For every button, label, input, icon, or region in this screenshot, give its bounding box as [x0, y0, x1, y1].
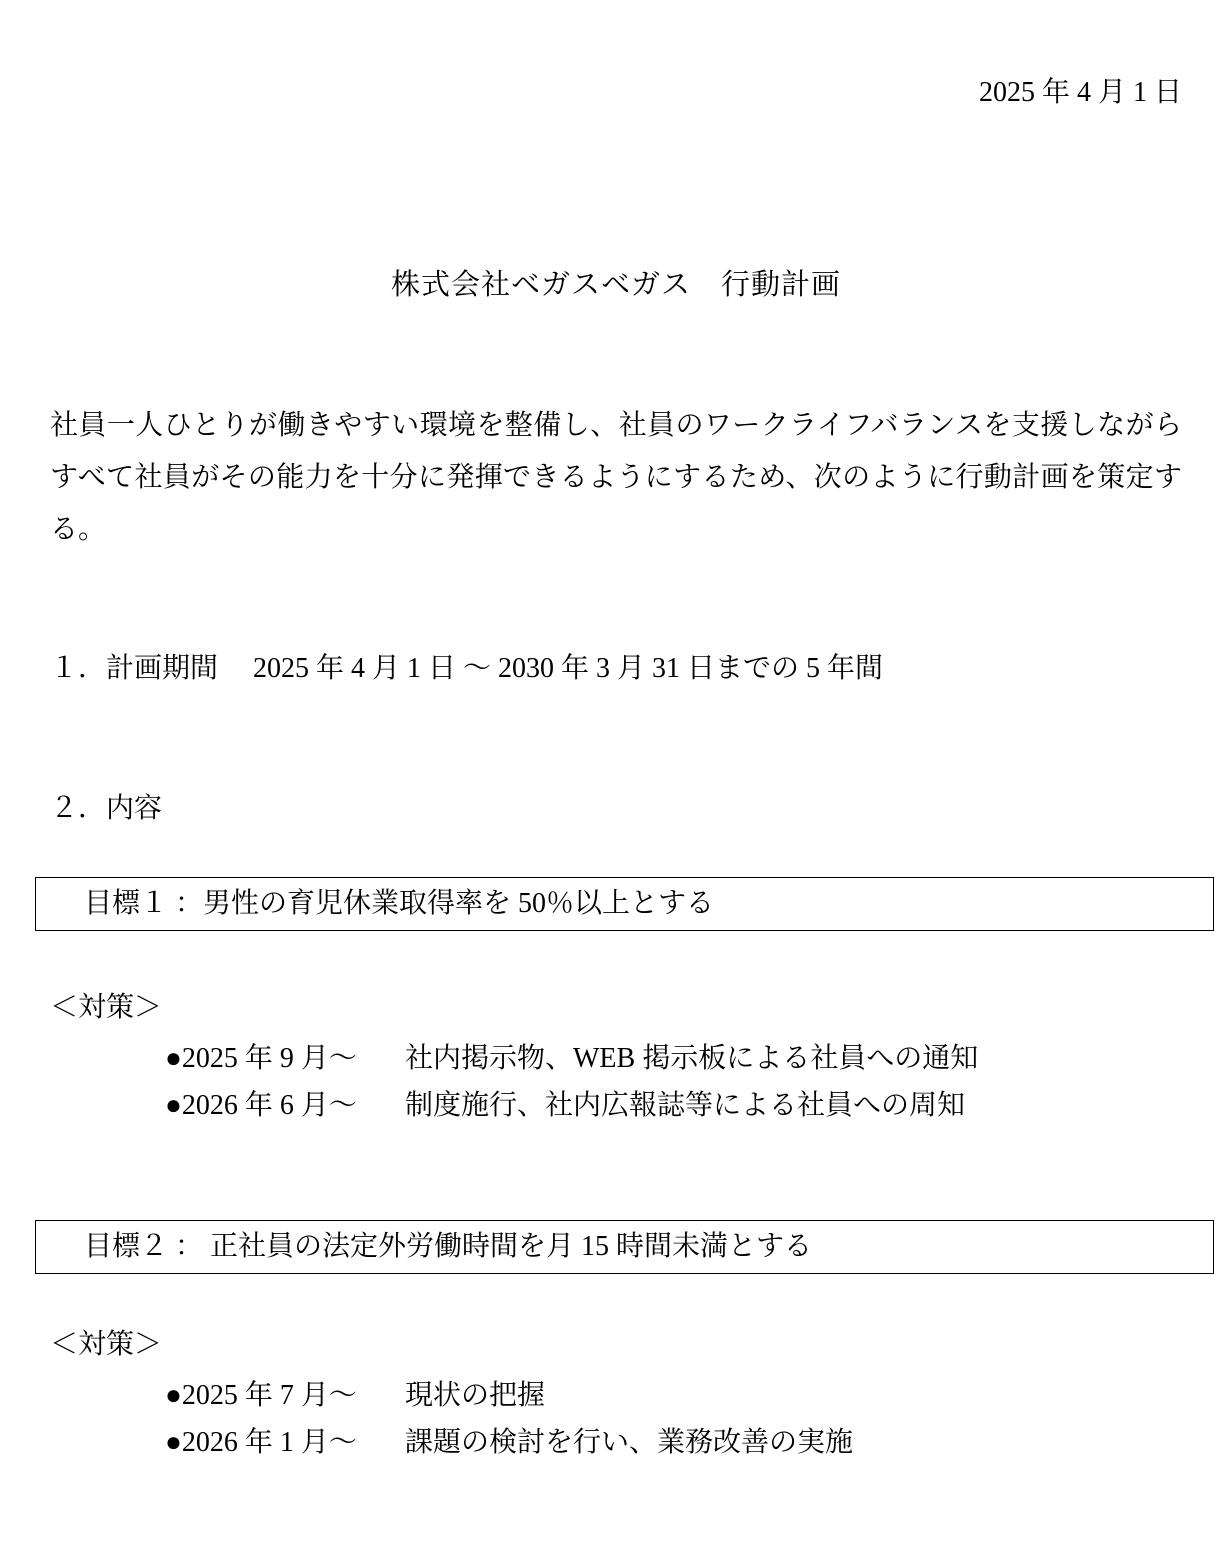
measure-action: 社内掲示物、WEB 掲示板による社員への通知 [405, 1043, 979, 1074]
measure-action: 現状の把握 [405, 1380, 546, 1411]
intro-paragraph: 社員一人ひとりが働きやすい環境を整備し、社員のワークライフバランスを支援しながらすべて社員がその能力を十分に発揮できるようにするため、次のように行動計画を策定する。 [50, 410, 1182, 545]
measure-action: 課題の検討を行い、業務改善の実施 [405, 1427, 854, 1458]
goal-1-measures-label: ＜対策＞ [50, 992, 163, 1023]
measure-period: ●2026 年 6 月～ [165, 1090, 357, 1121]
measure-item [50, 1419, 1182, 1466]
measure-period: ●2025 年 9 月～ [165, 1043, 357, 1074]
goal-1-box [35, 877, 1214, 931]
goal-2-box [35, 1220, 1214, 1274]
measure-period: ●2025 年 7 月～ [165, 1380, 357, 1411]
document-title: 株式会社ベガスベガス 行動計画 [390, 269, 841, 301]
goal-1-measures [50, 1035, 1182, 1129]
goal-1-title: 目標１ ：男性の育児休業取得率を 50％以上とする [84, 888, 715, 919]
contents-heading: ２．内容 [50, 793, 163, 824]
plan-period-heading: １．計画期間 2025 年 4 月 1 日 ～ 2030 年 3 月 31 日までの 5 年間 [50, 653, 884, 684]
goal-2-title: 目標２ ： 正社員の法定外労働時間を月 15 時間未満とする [84, 1231, 813, 1262]
goal-2-measures [50, 1372, 1182, 1466]
measure-item [50, 1035, 1182, 1082]
measure-action: 制度施行、社内広報誌等による社員への周知 [405, 1090, 966, 1121]
measure-item [50, 1082, 1182, 1129]
measure-period: ●2026 年 1 月～ [165, 1427, 357, 1458]
goal-2-measures-label: ＜対策＞ [50, 1329, 163, 1360]
document-date: 2025 年 4 月 1 日 [978, 77, 1182, 108]
measure-item [50, 1372, 1182, 1419]
